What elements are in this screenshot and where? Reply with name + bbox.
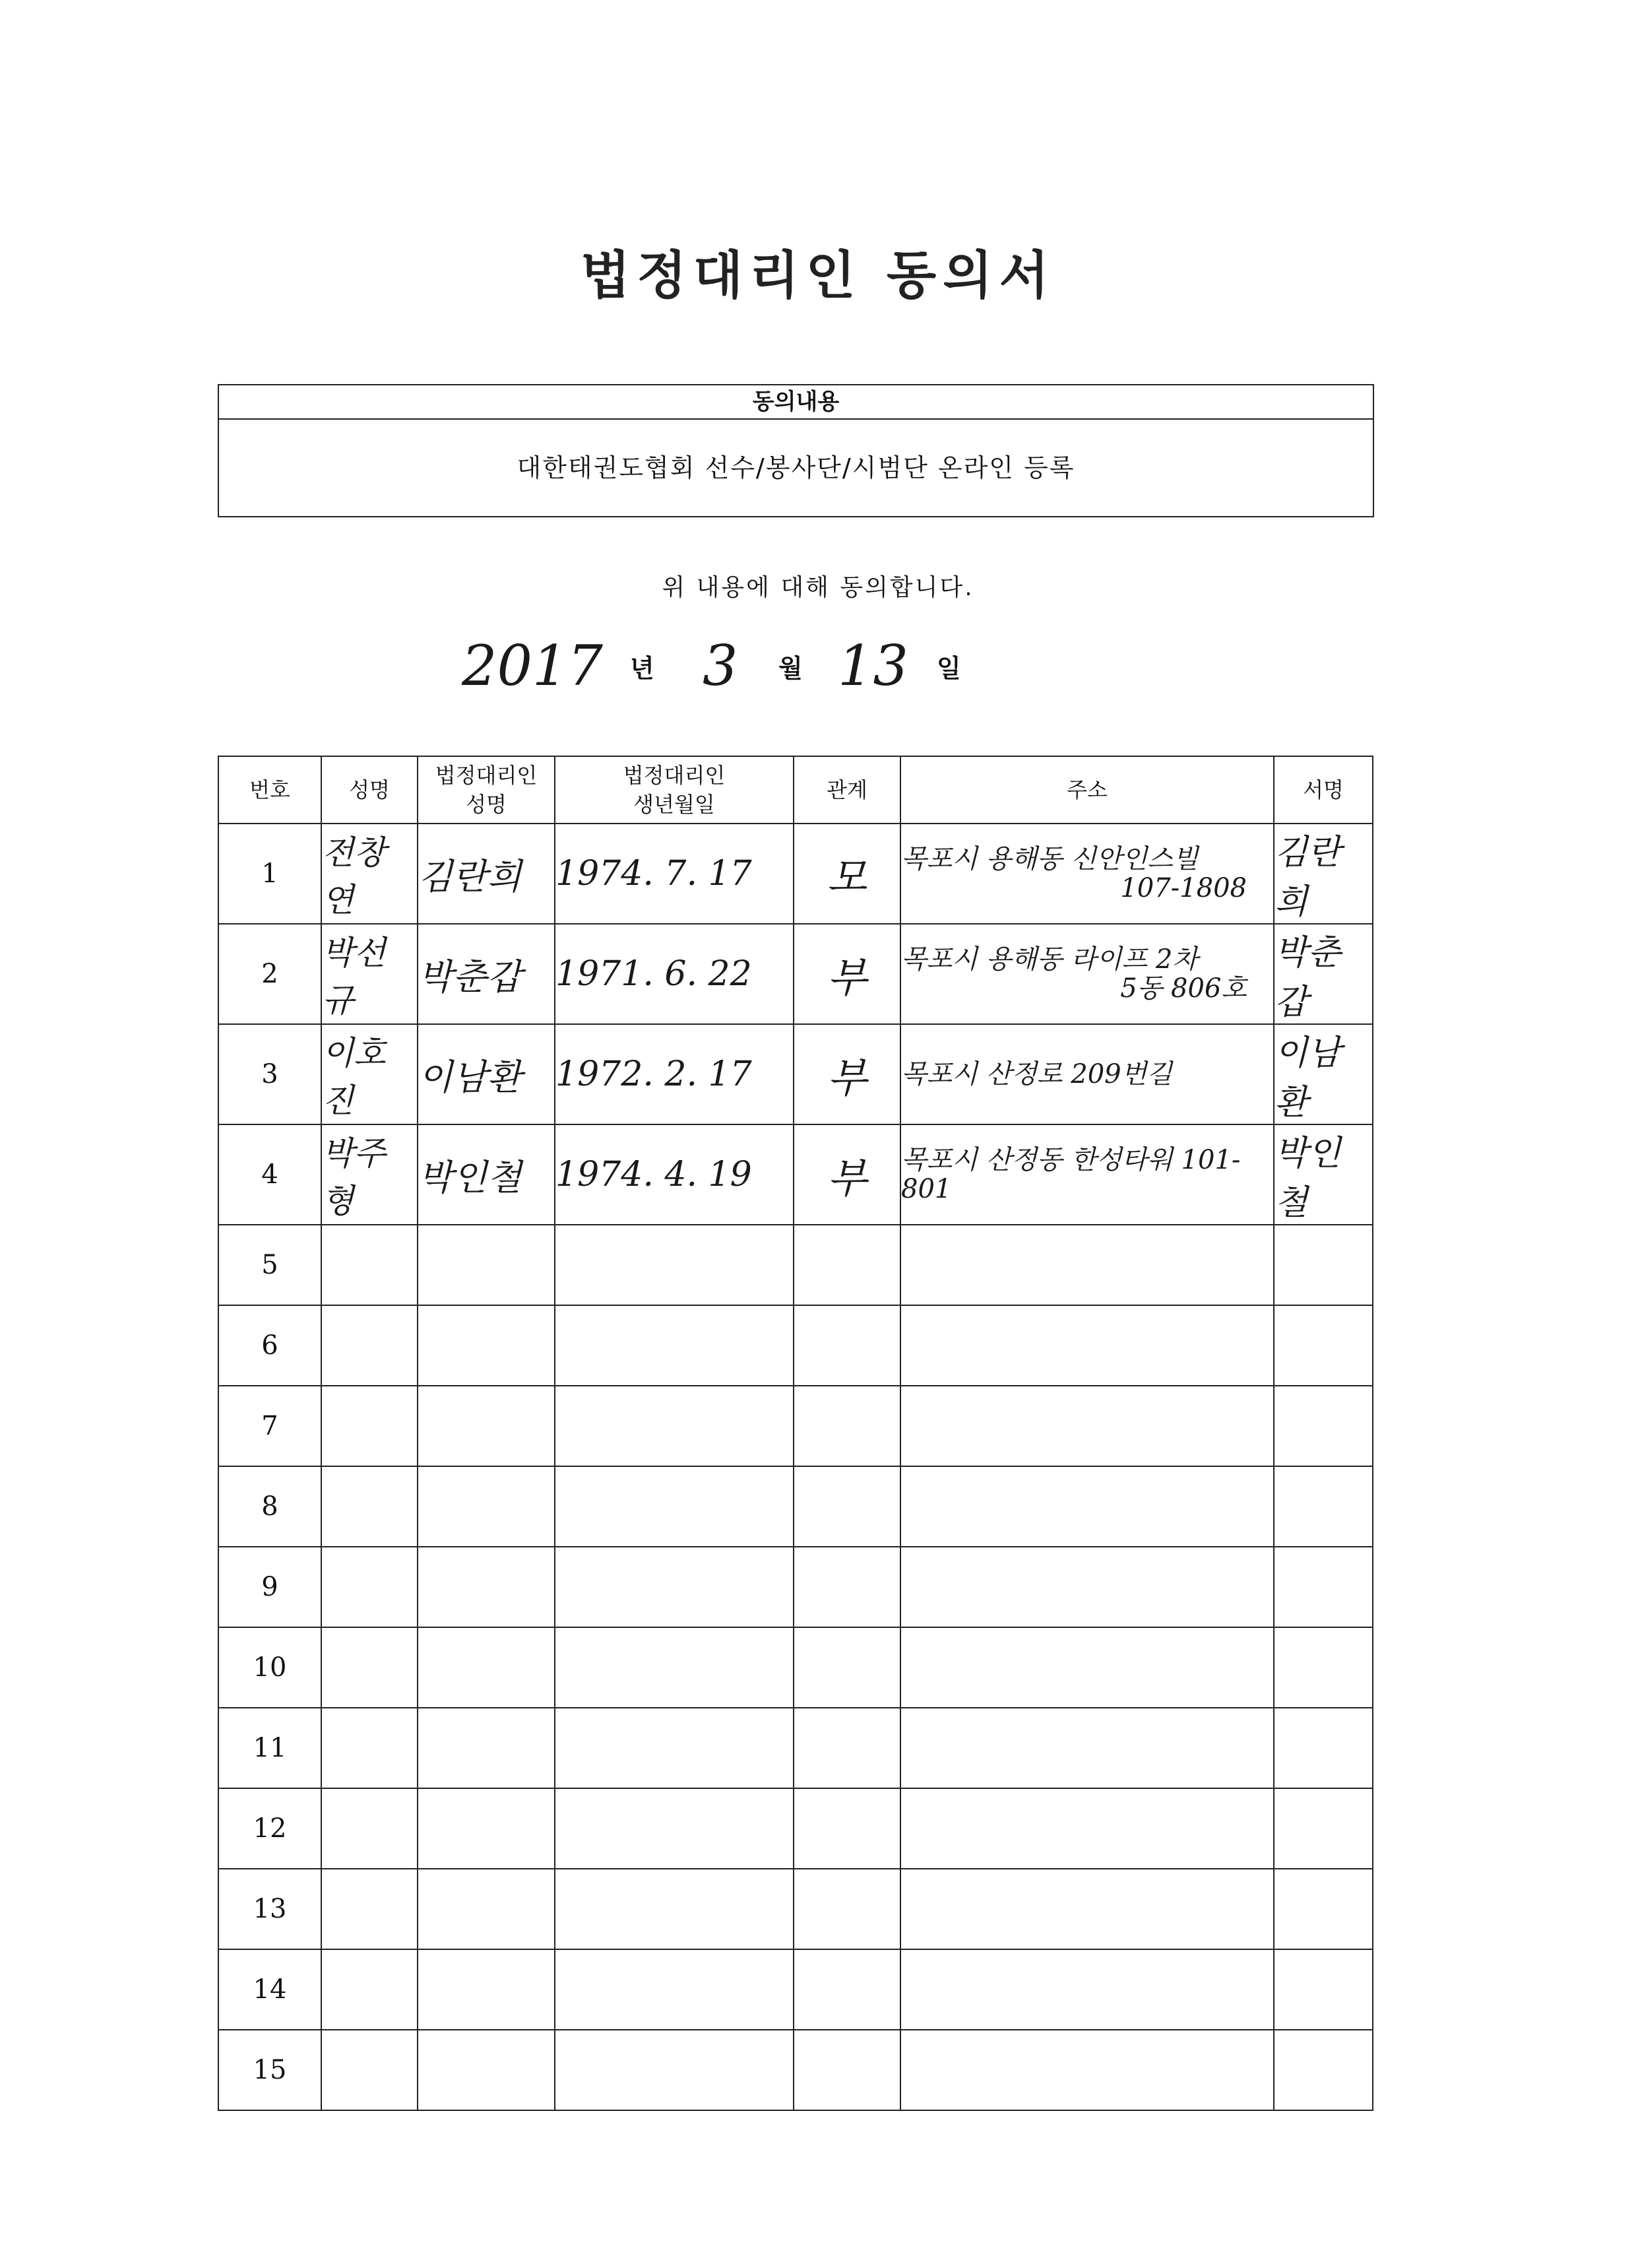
cell-rep-dob (555, 1627, 794, 1708)
cell-name: 전창연 (321, 824, 418, 924)
cell-rep-dob (555, 1305, 794, 1386)
date-year-unit: 년 (630, 654, 654, 683)
cell-signature (1274, 1869, 1373, 1949)
header-signature: 서명 (1274, 756, 1373, 824)
cell-address (900, 1305, 1274, 1386)
cell-rep-name (418, 1547, 555, 1627)
cell-signature: 김란희 (1274, 824, 1373, 924)
header-no: 번호 (218, 756, 321, 824)
cell-signature (1274, 1627, 1373, 1708)
cell-address (900, 1949, 1274, 2030)
cell-rep-name: 이남환 (418, 1024, 555, 1124)
cell-address (900, 1627, 1274, 1708)
cell-relation (794, 1547, 900, 1627)
cell-relation (794, 1869, 900, 1949)
cell-address (900, 1869, 1274, 1949)
cell-rep-name (418, 1708, 555, 1788)
row-number: 12 (218, 1788, 321, 1869)
document-title: 법정대리인 동의서 (581, 246, 1055, 306)
cell-relation (794, 1949, 900, 2030)
table-row (218, 924, 1373, 1024)
cell-rep-name (418, 1949, 555, 2030)
cell-name (321, 1627, 418, 1708)
table-row (218, 1708, 1373, 1788)
cell-rep-name: 박인철 (418, 1124, 555, 1225)
cell-name (321, 1708, 418, 1788)
table-header-row (218, 756, 1373, 824)
address-line-1: 목포시 용해동 라이프 2차 (901, 944, 1198, 975)
cell-address (900, 1124, 1274, 1225)
cell-name (321, 1225, 418, 1305)
cell-address (900, 1788, 1274, 1869)
header-rep-dob: 법정대리인 생년월일 (555, 756, 794, 824)
address-line-2: 107-1808 (1120, 873, 1247, 903)
header-rep-name: 법정대리인 성명 (418, 756, 555, 824)
cell-rep-dob (555, 1869, 794, 1949)
cell-relation: 모 (794, 824, 900, 924)
cell-name (321, 1305, 418, 1386)
row-number: 9 (218, 1547, 321, 1627)
cell-rep-name (418, 1627, 555, 1708)
table-row (218, 1225, 1373, 1305)
date-day-unit: 일 (937, 654, 961, 683)
cell-rep-name (418, 1466, 555, 1547)
date-month: 3 (703, 633, 738, 698)
header-address: 주소 (900, 756, 1274, 824)
table-row (218, 1305, 1373, 1386)
cell-signature (1274, 2030, 1373, 2110)
cell-relation: 부 (794, 1024, 900, 1124)
table-row (218, 1949, 1373, 2030)
cell-rep-name: 박춘갑 (418, 924, 555, 1024)
cell-rep-name (418, 2030, 555, 2110)
cell-name: 박선규 (321, 924, 418, 1024)
cell-signature (1274, 1225, 1373, 1305)
cell-signature (1274, 1708, 1373, 1788)
cell-rep-dob (555, 1949, 794, 2030)
cell-relation (794, 1708, 900, 1788)
cell-relation: 부 (794, 1124, 900, 1225)
cell-name: 이호진 (321, 1024, 418, 1124)
table-row (218, 2030, 1373, 2110)
cell-name (321, 1466, 418, 1547)
cell-signature (1274, 1466, 1373, 1547)
cell-rep-dob: 1974. 7. 17 (555, 824, 794, 924)
table-row (218, 824, 1373, 924)
cell-address (900, 1708, 1274, 1788)
cell-relation (794, 1386, 900, 1466)
cell-address (900, 1466, 1274, 1547)
cell-address (900, 1024, 1274, 1124)
cell-signature: 이남환 (1274, 1024, 1373, 1124)
row-number: 10 (218, 1627, 321, 1708)
cell-signature (1274, 1949, 1373, 2030)
date-day: 13 (838, 633, 908, 698)
header-name: 성명 (321, 756, 418, 824)
cell-relation (794, 1225, 900, 1305)
table-row (218, 1788, 1373, 1869)
cell-address (900, 1547, 1274, 1627)
table-row (218, 1024, 1373, 1124)
cell-relation (794, 2030, 900, 2110)
consent-box (218, 384, 1374, 517)
address-line-1: 목포시 산정로 209번길 (901, 1059, 1172, 1089)
cell-name (321, 1949, 418, 2030)
address-line-1: 목포시 산정동 한성타워 101-801 (901, 1145, 1241, 1204)
cell-rep-dob: 1972. 2. 17 (555, 1024, 794, 1124)
cell-relation (794, 1466, 900, 1547)
cell-name (321, 2030, 418, 2110)
cell-rep-dob (555, 1466, 794, 1547)
cell-name (321, 1788, 418, 1869)
cell-name (321, 1869, 418, 1949)
cell-name (321, 1386, 418, 1466)
row-number: 11 (218, 1708, 321, 1788)
cell-rep-dob (555, 1386, 794, 1466)
cell-signature (1274, 1386, 1373, 1466)
cell-signature (1274, 1305, 1373, 1386)
row-number: 2 (218, 924, 321, 1024)
table-row (218, 1869, 1373, 1949)
cell-relation (794, 1627, 900, 1708)
cell-signature (1274, 1547, 1373, 1627)
cell-relation (794, 1305, 900, 1386)
table-row (218, 1547, 1373, 1627)
cell-rep-dob (555, 1788, 794, 1869)
row-number: 3 (218, 1024, 321, 1124)
row-number: 4 (218, 1124, 321, 1225)
address-line-2: 5동 806호 (1120, 973, 1247, 1004)
cell-signature (1274, 1788, 1373, 1869)
cell-rep-dob: 1974. 4. 19 (555, 1124, 794, 1225)
cell-address (900, 1386, 1274, 1466)
cell-address (900, 2030, 1274, 2110)
row-number: 6 (218, 1305, 321, 1386)
cell-rep-dob (555, 1547, 794, 1627)
cell-rep-name: 김란희 (418, 824, 555, 924)
table-row (218, 1627, 1373, 1708)
row-number: 8 (218, 1466, 321, 1547)
cell-address (900, 824, 1274, 924)
cell-rep-name (418, 1788, 555, 1869)
row-number: 7 (218, 1386, 321, 1466)
address-line-1: 목포시 용해동 신안인스빌 (901, 844, 1199, 874)
cell-signature: 박인철 (1274, 1124, 1373, 1225)
cell-address (900, 1225, 1274, 1305)
cell-relation: 부 (794, 924, 900, 1024)
row-number: 1 (218, 824, 321, 924)
cell-rep-name (418, 1869, 555, 1949)
cell-signature: 박춘갑 (1274, 924, 1373, 1024)
cell-rep-dob (555, 1225, 794, 1305)
table-row (218, 1466, 1373, 1547)
cell-address (900, 924, 1274, 1024)
row-number: 5 (218, 1225, 321, 1305)
date-year: 2017 (462, 633, 603, 698)
cell-rep-dob (555, 2030, 794, 2110)
registration-table (218, 756, 1373, 2111)
consent-body: 대한태권도협회 선수/봉사단/시범단 온라인 등록 (517, 453, 1075, 482)
cell-relation (794, 1788, 900, 1869)
consent-header: 동의내용 (219, 385, 1373, 420)
date-month-unit: 월 (778, 654, 803, 683)
cell-rep-name (418, 1386, 555, 1466)
row-number: 13 (218, 1869, 321, 1949)
header-relation: 관계 (794, 756, 900, 824)
cell-name (321, 1547, 418, 1627)
row-number: 14 (218, 1949, 321, 2030)
cell-rep-name (418, 1305, 555, 1386)
table-row (218, 1124, 1373, 1225)
cell-rep-name (418, 1225, 555, 1305)
row-number: 15 (218, 2030, 321, 2110)
date-line (462, 633, 1187, 698)
cell-rep-dob: 1971. 6. 22 (555, 924, 794, 1024)
cell-rep-dob (555, 1708, 794, 1788)
cell-name: 박주형 (321, 1124, 418, 1225)
agree-statement: 위 내용에 대해 동의합니다. (662, 574, 974, 601)
table-row (218, 1386, 1373, 1466)
